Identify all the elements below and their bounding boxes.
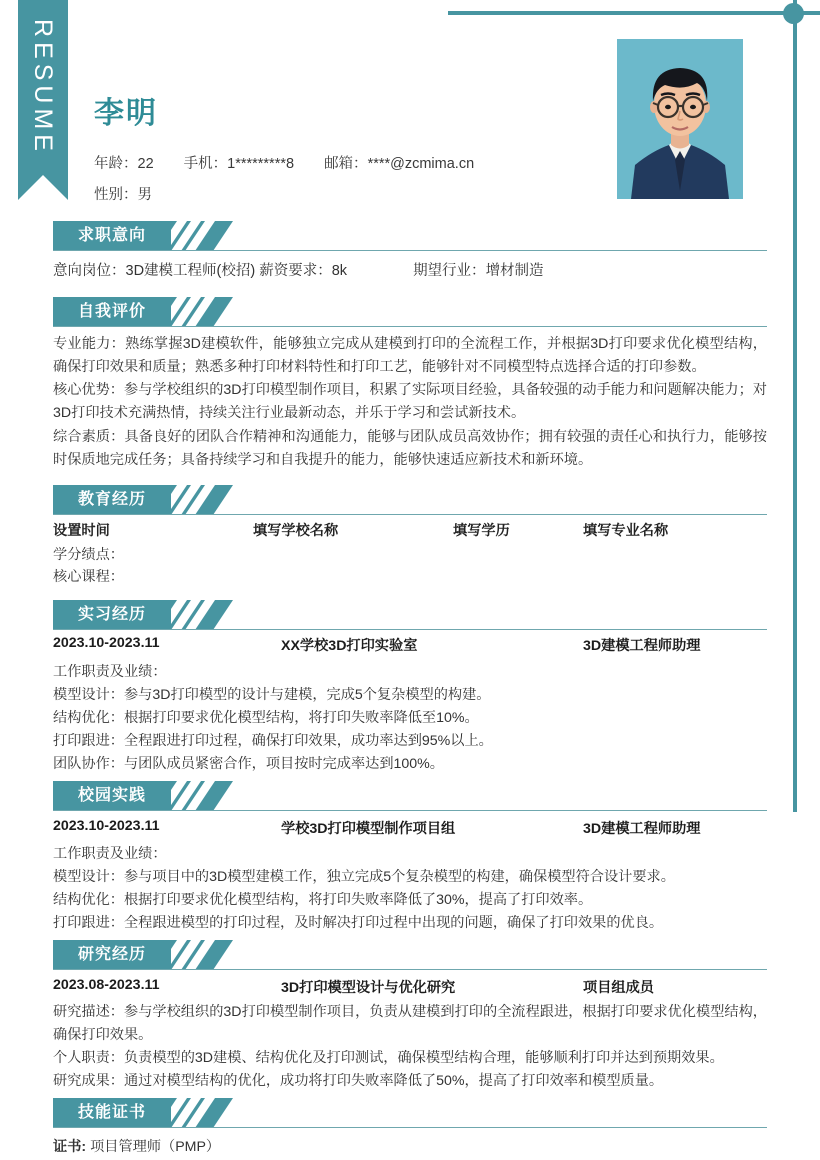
section-stripes-icon (171, 600, 233, 630)
section-stripes-icon (171, 940, 233, 970)
self-eval-paragraph-1: 专业能力：熟练掌握3D建模软件，能够独立完成从建模到打印的全流程工作，并根据3D打印要求优化模型结构，确保打印效果和质量；熟悉多种打印材料特性和打印工艺，能够针对不同模型特点选择合适的打印参数。 (53, 336, 767, 375)
industry-label: 期望行业： (413, 263, 486, 279)
section-rule (53, 629, 767, 630)
job-intent-row (53, 259, 544, 280)
section-rule (53, 969, 767, 970)
ribbon-point-icon (18, 175, 68, 200)
decoration-vertical-line (793, 0, 797, 812)
section-rule (53, 326, 767, 327)
section-title: 技能证书 (77, 1104, 146, 1121)
internship-item-4: 团队协作：与团队成员紧密合作，项目按时完成率达到100%。 (53, 756, 444, 772)
section-title: 实习经历 (77, 606, 146, 623)
section-rule (53, 1127, 767, 1128)
section-title: 教育经历 (77, 491, 146, 508)
section-rule (53, 810, 767, 811)
research-role: 项目组成员 (583, 980, 654, 996)
salary-label: 薪资要求： (259, 263, 332, 279)
research-description: 研究描述：参与学校组织的3D打印模型制作项目，负责从建模到打印的全流程跟进，根据打印要求优化模型结构，确保打印效果。 (53, 1004, 767, 1043)
avatar (617, 39, 743, 199)
salary-value: 8k (331, 263, 348, 279)
section-title: 求职意向 (77, 227, 146, 244)
research-period: 2023.08-2023.11 (53, 977, 160, 993)
self-eval-paragraph-2: 核心优势：参与学校组织的3D打印模型制作项目，积累了实际项目经验，具备较强的动手能力和问题解决能力；对3D打印技术充满热情，持续关注行业最新动态，并乐于学习和尝试新技术。 (53, 382, 767, 421)
self-eval-paragraph-3: 综合素质：具备良好的团队合作精神和沟通能力，能够与团队成员高效协作；拥有较强的责任心和执行力，能够按时保质地完成任务；具备持续学习和自我提升的能力，能够快速适应新技术和新环境。 (53, 429, 767, 468)
education-gpa-label: 学分绩点： (53, 547, 124, 563)
decoration-horizontal-line (448, 11, 820, 15)
section-stripes-icon (171, 781, 233, 811)
campus-duties-label: 工作职责及业绩： (53, 846, 167, 862)
ribbon-label: RESUME (29, 19, 57, 156)
section-rule (53, 250, 767, 251)
internship-organization: XX学校3D打印实验室 (281, 638, 418, 654)
research-item-2: 研究成果：通过对模型结构的优化，成功将打印失败率降低了50%，提高了打印效率和模型质量。 (53, 1073, 664, 1089)
email-value: ****@zcmima.cn (367, 156, 475, 172)
campus-organization: 学校3D打印模型制作项目组 (281, 821, 456, 837)
position-label: 意向岗位： (53, 263, 126, 279)
section-title: 校园实践 (77, 787, 146, 804)
certificate-label: 证书: (53, 1139, 87, 1155)
internship-duties-label: 工作职责及业绩： (53, 664, 167, 680)
contact-row-secondary (94, 183, 152, 204)
email-label: 邮箱： (324, 156, 368, 172)
research-item-1: 个人职责：负责模型的3D建模、结构优化及打印测试，确保模型结构合理，能够顺利打印并达到预期效果。 (53, 1050, 724, 1066)
contact-row-primary (94, 152, 474, 173)
resume-ribbon (18, 0, 68, 200)
position-value: 3D建模工程师(校招) (125, 263, 256, 279)
industry-value: 增材制造 (485, 263, 544, 279)
research-topic: 3D打印模型设计与优化研究 (281, 980, 456, 996)
decoration-circle-node-icon (783, 3, 804, 24)
internship-period: 2023.10-2023.11 (53, 635, 160, 651)
phone-value: 1*********8 (227, 156, 295, 172)
campus-role: 3D建模工程师助理 (583, 821, 701, 837)
campus-item-1: 模型设计：参与项目中的3D模型建模工作，独立完成5个复杂模型的构建，确保模型符合设计要求。 (53, 869, 675, 885)
phone-label: 手机： (183, 156, 228, 172)
section-stripes-icon (171, 221, 233, 251)
section-stripes-icon (171, 297, 233, 327)
certificate-row (53, 1136, 220, 1158)
internship-item-1: 模型设计：参与3D打印模型的设计与建模，完成5个复杂模型的构建。 (53, 687, 491, 703)
campus-item-2: 结构优化：根据打印要求优化模型结构，将打印失败率降低了30%，提高了打印效率。 (53, 892, 593, 908)
education-column-degree: 填写学历 (453, 523, 510, 539)
gender-value: 男 (137, 187, 152, 203)
internship-item-2: 结构优化：根据打印要求优化模型结构，将打印失败率降低至10%。 (53, 710, 479, 726)
education-column-major: 填写专业名称 (583, 523, 669, 539)
age-value: 22 (137, 156, 154, 172)
campus-item-3: 打印跟进：全程跟进模型的打印过程，及时解决打印过程中出现的问题，确保了打印效果的优良。 (53, 915, 664, 931)
age-label: 年龄： (94, 156, 138, 172)
portrait-photo-icon (617, 39, 743, 199)
section-stripes-icon (171, 485, 233, 515)
education-column-school: 填写学校名称 (253, 523, 339, 539)
section-title: 自我评价 (77, 303, 146, 320)
certificate-value: 项目管理师（PMP） (90, 1139, 221, 1155)
section-title: 研究经历 (77, 946, 146, 963)
page-title: 李明 (94, 97, 158, 130)
section-stripes-icon (171, 1098, 233, 1128)
internship-role: 3D建模工程师助理 (583, 638, 701, 654)
internship-item-3: 打印跟进：全程跟进打印过程，确保打印效果，成功率达到95%以上。 (53, 733, 493, 749)
campus-period: 2023.10-2023.11 (53, 818, 160, 834)
section-rule (53, 514, 767, 515)
education-column-time: 设置时间 (53, 523, 110, 539)
gender-label: 性别： (94, 187, 138, 203)
education-courses-label: 核心课程： (53, 569, 124, 585)
